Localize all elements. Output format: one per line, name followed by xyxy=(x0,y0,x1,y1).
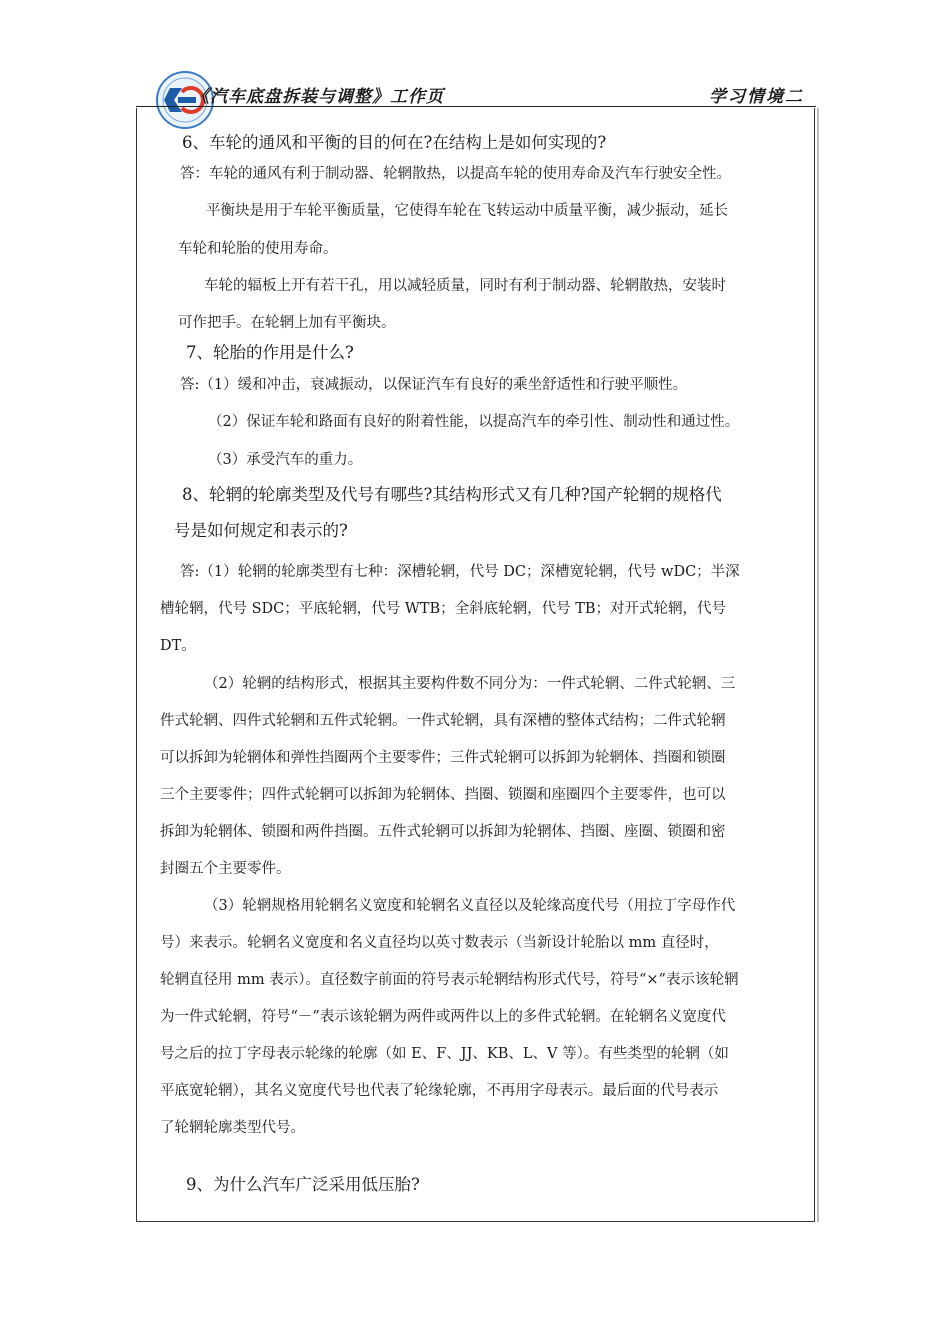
question-7: 7、轮胎的作用是什么? xyxy=(186,343,354,362)
answer-8-p2-line-4: 三个主要零件；四件式轮辋可以拆卸为轮辋体、挡圈、锁圈和座圈四个主要零件，也可以 xyxy=(160,787,726,803)
answer-8-p2-line-2: 件式轮辋、四件式轮辋和五件式轮辋。一件式轮辋，具有深槽的整体式结构；二件式轮辋 xyxy=(160,713,726,729)
question-8-line-2: 号是如何规定和表示的? xyxy=(174,521,348,540)
answer-8-p3-line-2: 号）来表示。轮辋名义宽度和名义直径均以英寸数表示（当新设计轮胎以 mm 直径时， xyxy=(160,935,719,951)
answer-8-p3-line-5: 号之后的拉丁字母表示轮缘的轮廓（如 E、F、JJ、KB、L、V 等）。有些类型的轮辋（如 xyxy=(160,1046,729,1062)
answer-6-line-3: 车轮和轮胎的使用寿命。 xyxy=(178,241,338,257)
question-9: 9、为什么汽车广泛采用低压胎? xyxy=(186,1175,420,1194)
question-8-line-1: 8、轮辋的轮廓类型及代号有哪些?其结构形式又有几种?国产轮辋的规格代 xyxy=(182,485,722,504)
answer-8-p3-line-4: 为一件式轮辋，符号“－”表示该轮辋为两件或两件以上的多件式轮辋。在轮辋名义宽度代 xyxy=(160,1009,726,1025)
answer-6-line-1: 答：车轮的通风有利于制动器、轮辋散热，以提高车轮的使用寿命及汽车行驶安全性。 xyxy=(180,166,731,182)
answer-6-line-5: 可作把手。在轮辋上加有平衡块。 xyxy=(178,315,396,331)
answer-8-p2-line-6: 封圈五个主要零件。 xyxy=(160,861,291,877)
answer-8-p2-line-3: 可以拆卸为轮辋体和弹性挡圈两个主要零件；三件式轮辋可以拆卸为轮辋体、挡圈和锁圈 xyxy=(160,750,726,766)
answer-7-line-3: （3）承受汽车的重力。 xyxy=(208,452,363,468)
answer-8-p2-line-1: （2）轮辋的结构形式，根据其主要构件数不同分为：一件式轮辋、二件式轮辋、三 xyxy=(204,676,736,692)
answer-7-line-1: 答:（1）缓和冲击，衰减振动，以保证汽车有良好的乘坐舒适性和行驶平顺性。 xyxy=(180,377,688,393)
answer-6-line-4: 车轮的辐板上开有若干孔，用以减轻质量，同时有利于制动器、轮辋散热，安装时 xyxy=(204,278,726,294)
answer-8-p2-line-5: 拆卸为轮辋体、锁圈和两件挡圈。五件式轮辋可以拆卸为轮辋体、挡圈、座圈、锁圈和密 xyxy=(160,824,726,840)
header-rule xyxy=(136,106,816,107)
answer-8-p3-line-7: 了轮辋轮廓类型代号。 xyxy=(160,1120,305,1136)
answer-8-p1-line-2: 槽轮辋，代号 SDC；平底轮辋，代号 WTB；全斜底轮辋，代号 TB；对开式轮辋，代号 xyxy=(160,601,727,617)
answer-8-p3-line-6: 平底宽轮辋），其名义宽度代号也代表了轮缘轮廓，不再用字母表示。最后面的代号表示 xyxy=(160,1083,719,1099)
frame-shadow xyxy=(817,108,819,1222)
answer-7-line-2: （2）保证车轮和路面有良好的附着性能，以提高汽车的牵引性、制动性和通过性。 xyxy=(208,414,740,430)
question-6: 6、车轮的通风和平衡的目的何在?在结构上是如何实现的? xyxy=(182,133,607,152)
answer-8-p1-line-1: 答:（1）轮辋的轮廓类型有七种：深槽轮辋，代号 DC；深槽宽轮辋，代号 wDC；半深 xyxy=(180,564,740,580)
answer-8-p3-line-1: （3）轮辋规格用轮辋名义宽度和轮辋名义直径以及轮缘高度代号（用拉丁字母作代 xyxy=(204,898,736,914)
answer-6-line-2: 平衡块是用于车轮平衡质量，它使得车轮在飞转运动中质量平衡，减少振动，延长 xyxy=(206,203,728,219)
answer-8-p1-line-3: DT。 xyxy=(160,638,196,654)
header-section: 学习情境二 xyxy=(709,87,804,107)
header-title: 《汽车底盘拆装与调整》工作页 xyxy=(192,87,444,107)
answer-8-p3-line-3: 轮辋直径用 mm 表示）。直径数字前面的符号表示轮辋结构形式代号，符号“×”表示该轮辋 xyxy=(160,972,739,988)
